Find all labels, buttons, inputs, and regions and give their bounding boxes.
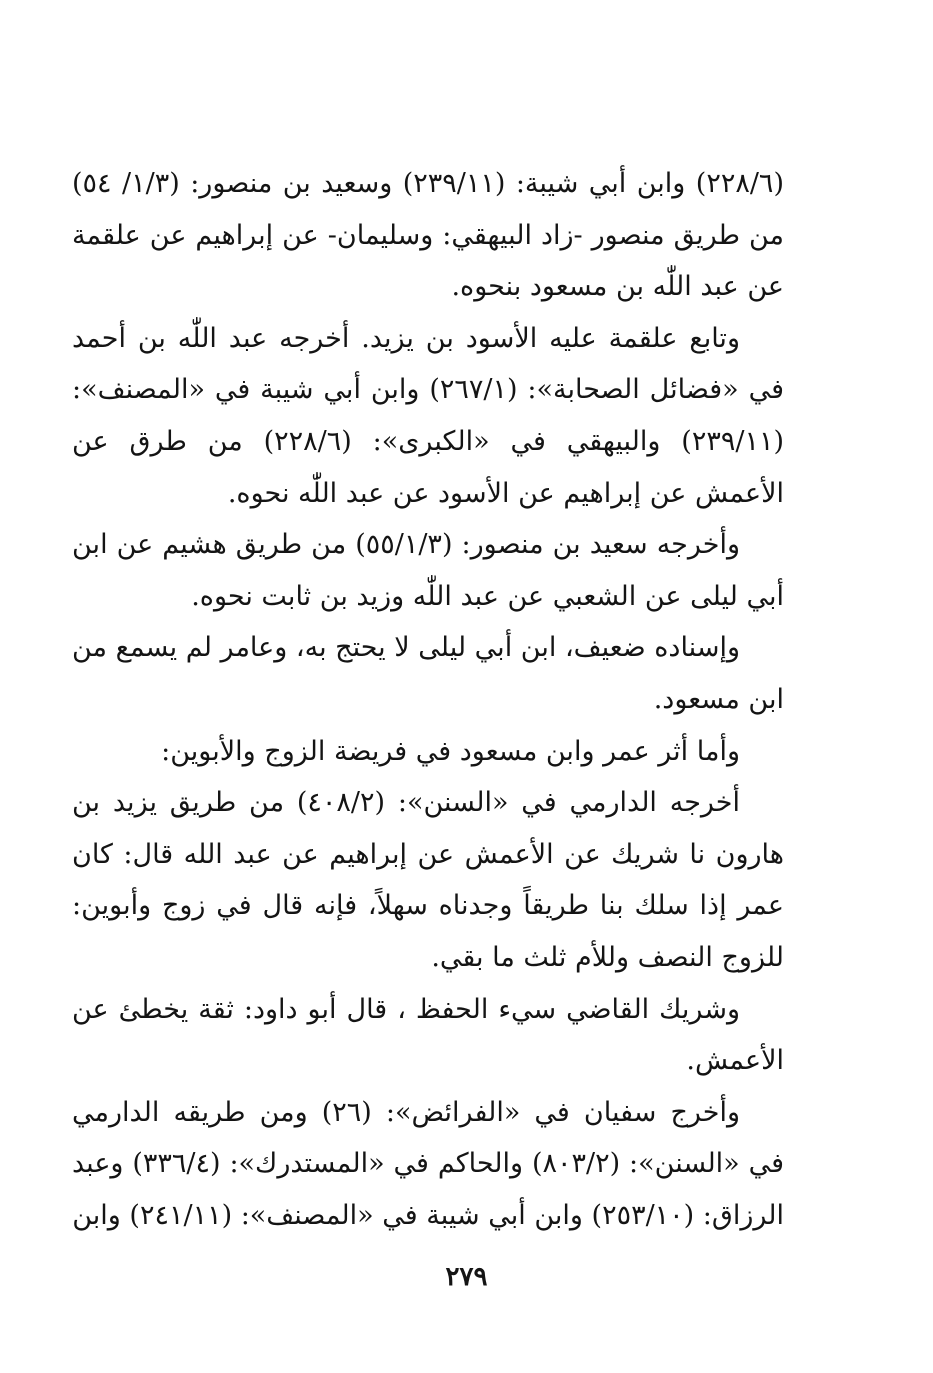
paragraph-5: وأما أثر عمر وابن مسعود في فريضة الزوج والأبوين: xyxy=(161,735,740,767)
paragraph-2: وتابع علقمة عليه الأسود بن يزيد. أخرجه عبد اللّٰه بن أحمد في «فضائل الصحابة»: (٢٦٧/١) وابن أبي شيبة في «المصنف»: (٢٣٩/١١) والبيهقي في «الكبرى»: (٢٢٨/٦) من طرق عن الأعمش عن إبراهيم عن الأسود عن عبد اللّٰه نحوه. xyxy=(72,322,784,509)
page-body xyxy=(72,158,784,1241)
page-number: ٢٧٩ xyxy=(445,1262,488,1292)
paragraph-8: وأخرج سفيان في «الفرائض»: (٢٦) ومن طريقه الدارمي في «السنن»: (٨٠٣/٢) والحاكم في «المستدرك»: (٣٣٦/٤) وعبد الرزاق: (٢٥٣/١٠) وابن أبي شيبة في «المصنف»: (٢٤١/١١) وابن xyxy=(72,1096,784,1231)
paragraph-3: وأخرجه سعيد بن منصور: (٥٥/١/٣) من طريق هشيم عن ابن أبي ليلى عن الشعبي عن عبد اللّٰه وزيد بن ثابت نحوه. xyxy=(72,529,784,612)
paragraph-7: وشريك القاضي سيء الحفظ ، قال أبو داود: ثقة يخطئ عن الأعمش. xyxy=(72,993,784,1077)
paragraph-1: (٢٢٨/٦) وابن أبي شيبة: (٢٣٩/١١) وسعيد بن منصور: (١/٣/ ٥٤) من طريق منصور -زاد البيهقي: وسليمان- عن إبراهيم عن علقمة عن عبد اللّٰه بن مسعود بنحوه. xyxy=(72,168,784,303)
paragraph-6: أخرجه الدارمي في «السنن»: (٤٠٨/٢) من طريق يزيد بن هارون نا شريك عن الأعمش عن إبراهيم عن عبد الله قال: كان عمر إذا سلك بنا طريقاً وجدناه سهلاً، فإنه قال في زوج وأبوين: للزوج النصف وللأم ثلث ما بقي. xyxy=(72,787,784,973)
paragraph-4: وإسناده ضعيف، ابن أبي ليلى لا يحتج به، وعامر لم يسمع من ابن مسعود. xyxy=(72,632,784,715)
